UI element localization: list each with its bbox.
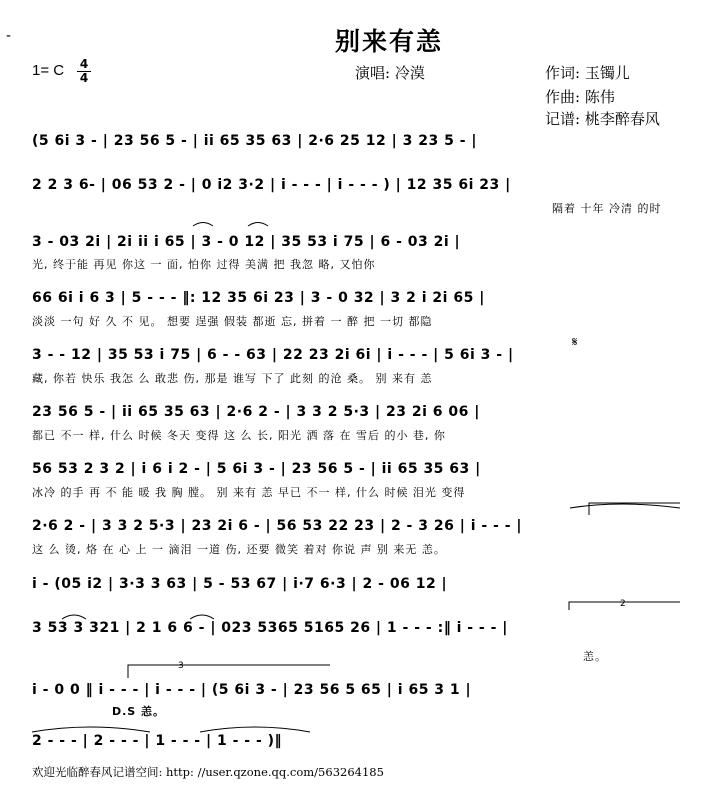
- composer-credit: 作曲: 陈伟: [545, 88, 615, 106]
- score-row-12-notes: 2 - - - | 2 - - - | 1 - - - | 1 - - - )‖: [32, 733, 283, 749]
- score-row-7-lyric: 冰冷 的手 再 不 能 暖 我 胸 膛。 别 来有 恙 早已 不一 样, 什么 时候 泪光 变得: [32, 486, 466, 499]
- score-row-6-notes: 23 56 5 - | ii 65 35 63 | 2·6 2 - | 3 3 2 5·3 | 23 2i 6 06 |: [32, 404, 480, 420]
- singer-credit: 演唱: 冷漠: [355, 64, 425, 82]
- score-row-11-lyric: D.S 恙。: [112, 705, 166, 718]
- score-row-11-notes: i - 0 0 ‖ i - - - | i - - - | (5 6i 3 - | 23 56 5 65 | i 65 3 1 |: [32, 682, 472, 698]
- score-row-4-lyric: 淡淡 一句 好 久 不 见。 想要 逞强 假装 都逝 忘, 拼着 一 醉 把 一切 都隐: [32, 315, 433, 328]
- page-dash-mark: -: [6, 28, 12, 44]
- score-row-4-notes: 66 6i i 6 3 | 5 - - - ‖: 12 35 6i 23 | 3 - 0 32 | 3 2 i 2i 65 |: [32, 290, 485, 306]
- volta-bracket-3: [128, 665, 330, 678]
- slur-mark: [190, 615, 214, 619]
- slur-mark: [193, 223, 213, 227]
- lyricist-credit: 作词: 玉镯儿: [545, 64, 630, 82]
- song-title: 别来有恙: [335, 27, 444, 56]
- footer-note: 欢迎光临醉春风记谱空间: http: //user.qzone.qq.com/563264185: [32, 765, 384, 779]
- score-row-8-lyric: 这 么 烫, 烙 在 心 上 一 滴泪 一道 伤, 还要 微笑 着对 你说 声 别 来无 恙。: [32, 543, 446, 556]
- score-row-10-notes: 3 53 3 321 | 2 1 6 6 - | 023 5365 5165 26 | 1 - - - :‖ i - - - |: [32, 620, 508, 636]
- volta-number: 2: [620, 599, 626, 609]
- score-row-7-notes: 56 53 2 3 2 | i 6 i 2 - | 5 6i 3 - | 23 56 5 - | ii 65 35 63 |: [32, 461, 481, 477]
- key-signature: 1= C: [32, 62, 65, 79]
- score-row-3-notes: 3 - 03 2i | 2i ii i 65 | 3 - 0 12 | 35 53 i 75 | 6 - 03 2i |: [32, 234, 461, 250]
- score-row-5-notes: 3 - - 12 | 35 53 i 75 | 6 - - 63 | 22 23 2i 6i | i - - - | 5 6i 3 - |: [32, 347, 514, 363]
- score-row-2-notes: 2 2 3 6- | 06 53 2 - | 0 i2 3·2 | i - - - | i - - - ) | 12 35 6i 23 |: [32, 177, 511, 193]
- score-row-3-lyric: 光, 终于能 再见 你这 一 面, 怕你 过得 美满 把 我忽 略, 又怕你: [32, 258, 376, 271]
- meter-bottom: 4: [77, 71, 91, 84]
- score-row-9-notes: i - (05 i2 | 3·3 3 63 | 5 - 53 67 | i·7 6·3 | 2 - 06 12 |: [32, 576, 448, 592]
- slur-mark: [570, 504, 680, 508]
- score-row-5-lyric: 藏, 你若 快乐 我怎 么 敢悲 伤, 那是 谁写 下了 此刻 的沧 桑。 别 来有 恙: [32, 372, 433, 385]
- slur-mark: [248, 223, 268, 227]
- score-row-1-notes: (5 6i 3 - | 23 56 5 - | ii 65 35 63 | 2·6 25 12 | 3 23 5 - |: [32, 133, 478, 149]
- segno-icon: 𝄋: [572, 335, 578, 350]
- transcriber-credit: 记谱: 桃李醉春风: [545, 110, 660, 128]
- score-row-10-lyric: 恙。: [583, 650, 607, 663]
- tie-mark: [32, 727, 150, 732]
- slur-mark: [62, 615, 86, 619]
- meter-top: 4: [79, 57, 89, 71]
- score-row-6-lyric: 都已 不一 样, 什么 时候 冬天 变得 这 么 长, 阳光 洒 落 在 雪后 的小 巷, 你: [32, 429, 446, 442]
- volta-number: 3: [178, 661, 184, 671]
- score-row-2-lyric: 隔着 十年 冷清 的时: [552, 202, 662, 215]
- score-row-8-notes: 2·6 2 - | 3 3 2 5·3 | 23 2i 6 - | 56 53 22 23 | 2 - 3 26 | i - - - |: [32, 518, 523, 534]
- tie-mark: [200, 727, 310, 732]
